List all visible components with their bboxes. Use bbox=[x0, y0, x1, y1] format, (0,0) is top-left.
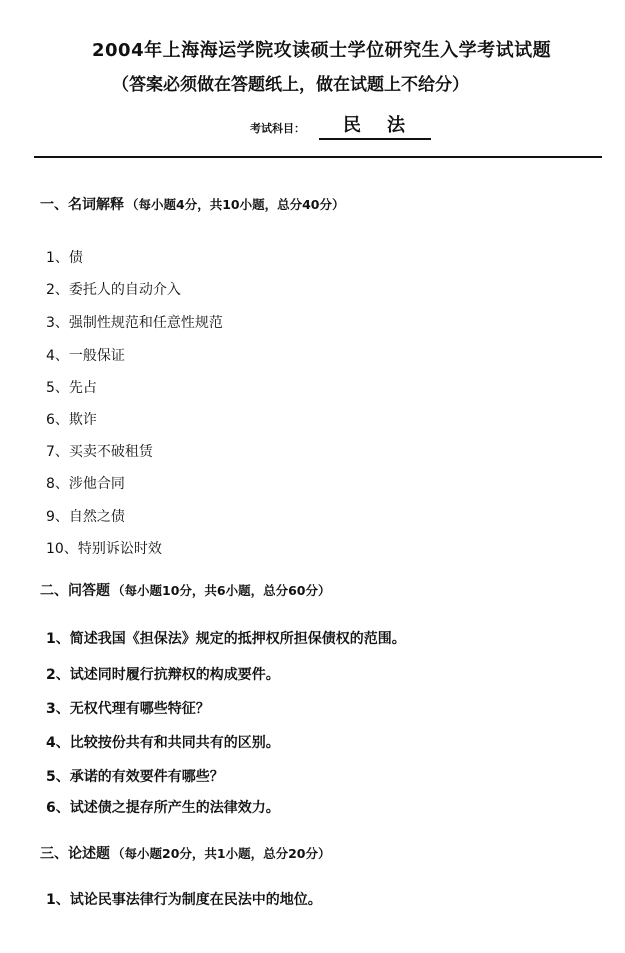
header-divider bbox=[34, 156, 602, 158]
section-title: 二、问答题 bbox=[40, 583, 110, 599]
subject-row bbox=[250, 114, 431, 140]
list-item: 4、一般保证 bbox=[46, 348, 125, 364]
list-item: 6、欺诈 bbox=[46, 412, 97, 428]
section-note: （每小题10分，共6小题，总分60分） bbox=[112, 583, 331, 598]
list-item: 2、委托人的自动介入 bbox=[46, 282, 181, 298]
list-item: 1、债 bbox=[46, 250, 83, 266]
list-item: 7、买卖不破租赁 bbox=[46, 444, 153, 460]
list-item: 3、无权代理有哪些特征？ bbox=[46, 701, 210, 717]
section-title: 一、名词解释 bbox=[40, 197, 124, 213]
list-item: 6、试述债之提存所产生的法律效力。 bbox=[46, 800, 280, 816]
list-item: 10、特别诉讼时效 bbox=[46, 541, 162, 557]
subject-label: 考试科目： bbox=[250, 122, 305, 135]
exam-instruction: （答案必须做在答题纸上，做在试题上不给分） bbox=[112, 75, 469, 95]
list-item: 9、自然之债 bbox=[46, 509, 125, 525]
list-item: 5、先占 bbox=[46, 380, 97, 396]
list-item: 5、承诺的有效要件有哪些？ bbox=[46, 769, 224, 785]
section-title: 三、论述题 bbox=[40, 846, 110, 862]
list-item: 8、涉他合同 bbox=[46, 476, 125, 492]
section-note: （每小题20分，共1小题，总分20分） bbox=[112, 846, 331, 861]
section-heading-3 bbox=[40, 843, 331, 863]
section-heading-2 bbox=[40, 580, 331, 600]
subject-value: 民法 bbox=[319, 111, 431, 140]
list-item: 1、简述我国《担保法》规定的抵押权所担保债权的范围。 bbox=[46, 631, 406, 647]
list-item: 3、强制性规范和任意性规范 bbox=[46, 315, 223, 331]
exam-title: 2004年上海海运学院攻读硕士学位研究生入学考试试题 bbox=[92, 40, 552, 61]
list-item: 1、试论民事法律行为制度在民法中的地位。 bbox=[46, 892, 322, 908]
section-note: （每小题4分，共10小题，总分40分） bbox=[126, 197, 345, 212]
list-item: 2、试述同时履行抗辩权的构成要件。 bbox=[46, 667, 280, 683]
list-item: 4、比较按份共有和共同共有的区别。 bbox=[46, 735, 280, 751]
section-heading-1 bbox=[40, 194, 345, 214]
